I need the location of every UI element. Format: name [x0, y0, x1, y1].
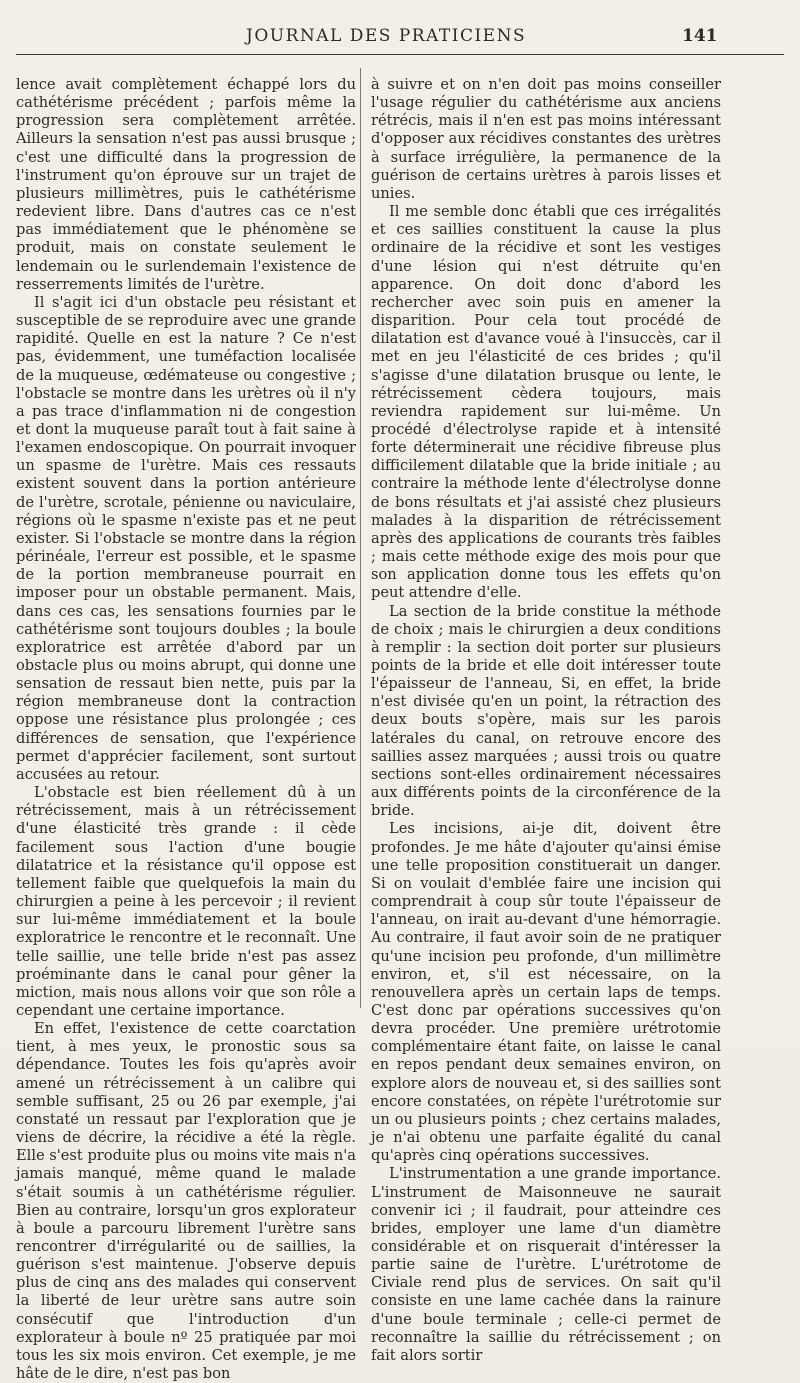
- paragraph: lence avait complètement échappé lors du cathétérisme précédent ; parfois même la progression sera complètement arrêtée. Ailleurs la sensation n'est pas aussi brusque ; c'est une difficulté dans la progression de l'instrument qu'on éprouve sur un trajet de plusieurs millimètres, puis le cathétérisme redevient libre. Dans d'autres cas ce n'est pas immédiatement que le phénomène se produit, mais on constate seulement le lendemain ou le surlendemain l'existence de resserrements limités de l'urètre.: [16, 76, 356, 293]
- paragraph: à suivre et on n'en doit pas moins conseiller l'usage régulier du cathétérisme aux anciens rétrécis, mais il n'en est pas moins intéressant d'opposer aux récidives constantes des urètres à surface irrégulière, la permanence de la guérison de certains urètres à parois lisses et unies.: [371, 76, 721, 202]
- paragraph: L'instrumentation a une grande importance. L'instrument de Maisonneuve ne saurait convenir ici ; il faudrait, pour atteindre ces brides, employer une lame d'un diamètre considérable et on risquerait d'intéresser la partie saine de l'urètre. L'urétrotome de Civiale rend plus de services. On sait qu'il consiste en une lame cachée dans la rainure d'une boule terminale ; celle-ci permet de reconnaître la saillie du rétrécissement ; on fait alors sortir: [371, 1165, 721, 1364]
- paragraph: La section de la bride constitue la méthode de choix ; mais le chirurgien a deux conditions à remplir : la section doit porter sur plusieurs points de la bride et elle doit intéresser toute l'épaisseur de l'anneau, Si, en effet, la bride n'est divisée qu'en un point, la rétraction des deux bouts s'opère, mais sur les parois latérales du canal, on retrouve encore des saillies assez marquées ; aussi trois ou quatre sections sont-elles ordinairement nécessaires aux différents points de la circonférence de la bride.: [371, 602, 721, 820]
- header-rule: [16, 54, 784, 55]
- running-title: JOURNAL DES PRATICIENS: [246, 26, 527, 46]
- paragraph: Les incisions, ai-je dit, doivent être profondes. Je me hâte d'ajouter qu'ainsi émise une telle proposition constituerait un danger. Si on voulait d'emblée faire une incision qui comprendrait à coup sûr toute l'épaisseur de l'anneau, on irait au-devant d'une hémorragie. Au contraire, il faut avoir soin de ne pratiquer qu'une incision peu profonde, d'un millimètre environ, et, s'il est nécessaire, on la renouvellera après un certain laps de temps. C'est donc par opérations successives qu'on devra procéder. Une première urétrotomie complémentaire étant faite, on laisse le canal en repos pendant deux semaines environ, on explore alors de nouveau et, si des saillies sont encore constatées, on répète l'urétrotomie sur un ou plusieurs points ; chez certains malades, je n'ai obtenu une parfaite égalité du canal qu'après cinq opérations successives.: [371, 820, 721, 1165]
- paragraph: Il s'agit ici d'un obstacle peu résistant et susceptible de se reproduire avec une grande rapidité. Quelle en est la nature ? Ce n'est pas, évidemment, une tuméfaction localisée de la muqueuse, œdémateuse ou congestive ; l'obstacle se montre dans les urètres où il n'y a pas trace d'inflammation ni de congestion et dont la muqueuse paraît tout à fait saine à l'examen endoscopique. On pourrait invoquer un spasme de l'urètre. Mais ces ressauts existent souvent dans la portion antérieure de l'urètre, scrotale, pénienne ou naviculaire, régions où le spasme n'existe pas et ne peut exister. Si l'obstacle se montre dans la région périnéale, l'erreur est possible, et le spasme de la portion membraneuse pourrait en imposer pour un obstable permanent. Mais, dans ces cas, les sensations fournies par le cathétérisme sont toujours doubles ; la boule exploratrice est arrêtée d'abord par un obstacle plus ou moins abrupt, qui donne une sensation de ressaut bien nette, puis par la région membraneuse dont la contraction oppose une résistance plus prolongée ; ces différences de sensation, que l'expérience permet d'apprécier facilement, sont surtout accusées au retour.: [16, 293, 356, 783]
- paragraph: L'obstacle est bien réellement dû à un rétrécissement, mais à un rétrécissement d'une élasticité très grande : il cède facilement sous l'action d'une bougie dilatatrice et la résistance qu'il oppose est tellement faible que quelquefois la main du chirurgien a peine à les percevoir ; il revient sur lui-même immédiatement et la boule exploratrice le rencontre et le reconnaît. Une telle saillie, une telle bride n'est pas assez proéminante dans le canal pour gêner la miction, mais nous allons voir que son rôle a cependant une certaine importance.: [16, 784, 356, 1019]
- paragraph: Il me semble donc établi que ces irrégalités et ces saillies constituent la cause la plus ordinaire de la récidive et sont les vestiges d'une lésion qui n'est détruite qu'en apparence. On doit donc d'abord les rechercher avec soin puis en amener la disparition. Pour cela tout procédé de dilatation est d'avance voué à l'insuccès, car il met en jeu l'élasticité de ces brides ; qu'il s'agisse d'une dilatation brusque ou lente, le rétrécissement cèdera toujours, mais reviendra rapidement sur lui-même. Un procédé d'électrolyse rapide et à intensité forte déterminerait une récidive fibreuse plus difficilement dilatable que la bride initiale ; au contraire la méthode lente d'électrolyse donne de bons résultats et j'ai assisté chez plusieurs malades à la disparition de rétrécissement après des applications de courants très faibles ; mais cette méthode exige des mois pour que son application donne tous les effets qu'on peut attendre d'elle.: [371, 203, 721, 602]
- left-column: [16, 76, 356, 1383]
- page-header: [0, 22, 800, 52]
- column-divider: [360, 68, 361, 1008]
- paragraph: En effet, l'existence de cette coarctation tient, à mes yeux, le pronostic sous sa dépendance. Toutes les fois qu'après avoir amené un rétrécissement à un calibre qui semble suffisant, 25 ou 26 par exemple, j'ai constaté un ressaut par l'exploration que je viens de décrire, la récidive a été la règle. Elle s'est produite plus ou moins vite mais n'a jamais manqué, même quand le malade s'était soumis à un cathétérisme régulier. Bien au contraire, lorsqu'un gros explorateur à boule a parcouru librement l'urètre sans rencontrer d'irrégularité ou de saillies, la guérison s'est maintenue. J'observe depuis plus de cinq ans des malades qui conservent la liberté de leur urètre sans autre soin consécutif que l'introduction d'un explorateur à boule nº 25 pratiquée par moi tous les six mois environ. Cet exemple, je me hâte de le dire, n'est pas bon: [16, 1020, 356, 1383]
- page-number: 141: [682, 26, 718, 46]
- right-column: [371, 76, 721, 1365]
